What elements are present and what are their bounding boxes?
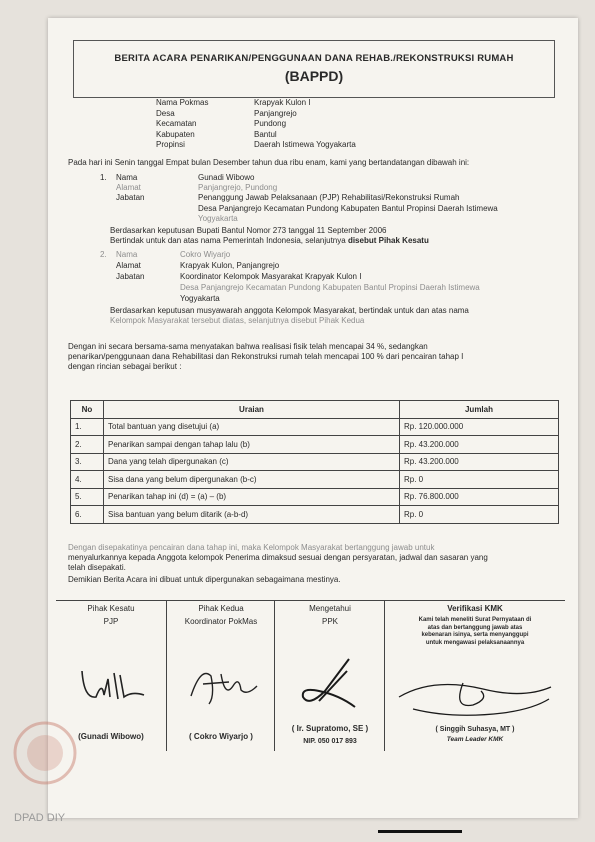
table-header-row bbox=[71, 401, 559, 419]
sig-ppk-role: PPK bbox=[321, 616, 338, 626]
statement-line2: penarikan/penggunaan dana Rehabilitasi dan Rekonstruksi rumah telah mencapai 100 % dari pencairan tahap I bbox=[68, 352, 464, 361]
table-row bbox=[71, 436, 559, 454]
signature-pokmas bbox=[166, 600, 275, 751]
document-acronym: (BAPPD) bbox=[284, 68, 344, 84]
meta-label: Kecamatan bbox=[156, 119, 197, 128]
pokmas-info bbox=[156, 98, 356, 151]
party1-basis: Berdasarkan keputusan Bupati Bantul Nomor 273 tanggal 11 September 2006 bbox=[110, 226, 387, 235]
sig-pokmas-role: Koordinator PokMas bbox=[184, 616, 258, 626]
party1-name: Gunadi Wibowo bbox=[198, 173, 255, 182]
official-stamp-icon bbox=[10, 718, 80, 788]
signature-ppk bbox=[274, 600, 385, 751]
sig-kmk-note: Kami telah meneliti Surat Pernyataan di atas dan bertanggung jawab atas kebenaran isinya, serta menyanggupi untuk mengawasi pelaksanaannya bbox=[418, 617, 532, 646]
sig-pjp-name: (Gunadi Wibowo) bbox=[78, 732, 144, 741]
party2-position-label: Jabatan bbox=[116, 272, 145, 281]
party2-address-label: Alamat bbox=[116, 261, 141, 270]
meta-label: Desa bbox=[156, 108, 175, 118]
signature-pokmas-ink bbox=[181, 656, 266, 711]
closing-line1: Dengan disepakatinya pencairan dana tahap ini, maka Kelompok Masyarakat bertanggung jawab untuk bbox=[68, 543, 435, 552]
watermark: DPAD DIY bbox=[14, 812, 66, 824]
sig-ppk-nip: NIP. 050 017 893 bbox=[303, 738, 357, 745]
table-row bbox=[71, 471, 559, 489]
cell-uraian: Sisa bantuan yang belum ditarik (a-b-d) bbox=[104, 506, 400, 524]
document-title-box bbox=[73, 40, 555, 98]
details-table bbox=[70, 400, 559, 524]
party1-position-line1: Penanggung Jawab Pelaksanaan (PJP) Rehabilitasi/Rekonstruksi Rumah bbox=[198, 193, 460, 202]
party1-designation bbox=[110, 236, 429, 246]
sig-pokmas-name: ( Cokro Wiyarjo ) bbox=[189, 732, 253, 741]
header-jumlah: Jumlah bbox=[400, 401, 559, 419]
sig-ppk-title: Mengetahui bbox=[309, 604, 351, 613]
meta-value: Pundong bbox=[254, 119, 287, 128]
bottom-edge-bar bbox=[378, 830, 462, 833]
party1-address-label: Alamat bbox=[116, 183, 141, 192]
cell-jumlah: Rp. 0 bbox=[400, 471, 559, 489]
cell-jumlah: Rp. 0 bbox=[400, 506, 559, 524]
sig-kmk-role: Team Leader KMK bbox=[446, 736, 504, 743]
signature-kmk-ink bbox=[393, 669, 557, 725]
cell-jumlah: Rp. 76.800.000 bbox=[400, 488, 559, 506]
cell-jumlah: Rp. 43.200.000 bbox=[400, 453, 559, 471]
statement-line1: Dengan ini secara bersama-sama menyatakan bahwa realisasi fisik telah mencapai 34 %, sedangkan bbox=[68, 342, 428, 351]
intro-text: Pada hari ini Senin tanggal Empat bulan Desember tahun dua ribu enam, kami yang bertandatangan dibawah ini: bbox=[68, 158, 470, 167]
signature-ppk-ink bbox=[289, 651, 379, 721]
party2-basis: Berdasarkan keputusan musyawarah anggota Kelompok Masyarakat, bertindak untuk dan atas nama bbox=[110, 306, 469, 315]
meta-row bbox=[156, 119, 356, 130]
sig-ppk-name: ( Ir. Supratomo, SE ) bbox=[291, 724, 369, 733]
party2-number: 2. bbox=[100, 250, 107, 259]
meta-label: Kabupaten bbox=[156, 129, 195, 139]
cell-no: 1. bbox=[71, 418, 104, 436]
cell-uraian: Penarikan sampai dengan tahap lalu (b) bbox=[104, 436, 400, 454]
meta-value: Bantul bbox=[254, 129, 277, 139]
party2-position-line2: Desa Panjangrejo Kecamatan Pundong Kabupaten Bantul Propinsi Daerah Istimewa bbox=[180, 283, 480, 292]
cell-no: 4. bbox=[71, 471, 104, 489]
party2-designation: Kelompok Masyarakat tersebut diatas, selanjutnya disebut Pihak Kedua bbox=[110, 316, 365, 325]
signature-pjp-ink bbox=[74, 651, 159, 711]
meta-label: Nama Pokmas bbox=[156, 98, 209, 107]
signature-kmk bbox=[384, 600, 565, 751]
meta-label: Propinsi bbox=[156, 140, 185, 149]
cell-no: 6. bbox=[71, 506, 104, 524]
party1-designation-bold: disebut Pihak Kesatu bbox=[347, 236, 429, 245]
statement-line3: dengan rincian sebagai berikut : bbox=[68, 362, 182, 371]
cell-jumlah: Rp. 43.200.000 bbox=[400, 436, 559, 454]
cell-uraian: Total bantuan yang disetujui (a) bbox=[104, 418, 400, 436]
meta-value: Panjangrejo bbox=[254, 108, 297, 118]
cell-uraian: Dana yang telah dipergunakan (c) bbox=[104, 453, 400, 471]
cell-uraian: Sisa dana yang belum dipergunakan (b-c) bbox=[104, 471, 400, 489]
closing-line2: menyalurkannya kepada Anggota kelompok Penerima dimaksud sesuai dengan persyaratan, jadwal dan sasaran yang bbox=[68, 553, 488, 562]
meta-row bbox=[156, 109, 356, 120]
document-title: BERITA ACARA PENARIKAN/PENGGUNAAN DANA REHAB./REKONSTRUKSI RUMAH bbox=[114, 53, 514, 64]
party1-designation-text: Bertindak untuk dan atas nama Pemerintah Indonesia, selanjutnya bbox=[110, 236, 348, 245]
party1-position-label: Jabatan bbox=[116, 193, 145, 202]
header-uraian: Uraian bbox=[104, 401, 400, 419]
cell-no: 2. bbox=[71, 436, 104, 454]
sig-pjp-title: Pihak Kesatu bbox=[87, 604, 135, 613]
party2-position-line3: Yogyakarta bbox=[180, 294, 220, 303]
closing-line3: telah disepakati. bbox=[68, 563, 126, 572]
party1-name-label: Nama bbox=[116, 173, 138, 182]
table-row bbox=[71, 418, 559, 436]
party1-position-line2: Desa Panjangrejo Kecamatan Pundong Kabupaten Bantul Propinsi Daerah Istimewa bbox=[198, 204, 498, 213]
meta-row bbox=[156, 140, 356, 151]
document-page bbox=[48, 18, 578, 818]
party2-position-line1: Koordinator Kelompok Masyarakat Krapyak Kulon I bbox=[180, 272, 362, 281]
meta-value: Daerah Istimewa Yogyakarta bbox=[254, 140, 356, 149]
party2-address: Krapyak Kulon, Panjangrejo bbox=[180, 261, 280, 270]
sig-pjp-role: PJP bbox=[103, 616, 119, 626]
closing-line4: Demikian Berita Acara ini dibuat untuk dipergunakan sebagaimana mestinya. bbox=[68, 575, 341, 584]
cell-no: 3. bbox=[71, 453, 104, 471]
meta-row bbox=[156, 130, 356, 141]
cell-jumlah: Rp. 120.000.000 bbox=[400, 418, 559, 436]
sig-kmk-title: Verifikasi KMK bbox=[447, 604, 503, 613]
meta-value: Krapyak Kulon I bbox=[254, 98, 311, 107]
meta-row bbox=[156, 98, 356, 109]
cell-no: 5. bbox=[71, 488, 104, 506]
sig-pokmas-title: Pihak Kedua bbox=[198, 604, 244, 613]
party1-address: Panjangrejo, Pundong bbox=[198, 183, 278, 192]
sig-kmk-name: ( Singgih Suhasya, MT ) bbox=[435, 726, 515, 733]
party2-name-label: Nama bbox=[116, 250, 138, 259]
cell-uraian: Penarikan tahap ini (d) = (a) – (b) bbox=[104, 488, 400, 506]
table-row bbox=[71, 488, 559, 506]
party1-number: 1. bbox=[100, 173, 107, 182]
table-row bbox=[71, 453, 559, 471]
party1-position-line3: Yogyakarta bbox=[198, 214, 238, 223]
table-row bbox=[71, 506, 559, 524]
party2-name: Cokro Wiyarjo bbox=[180, 250, 231, 259]
header-no: No bbox=[71, 401, 104, 419]
